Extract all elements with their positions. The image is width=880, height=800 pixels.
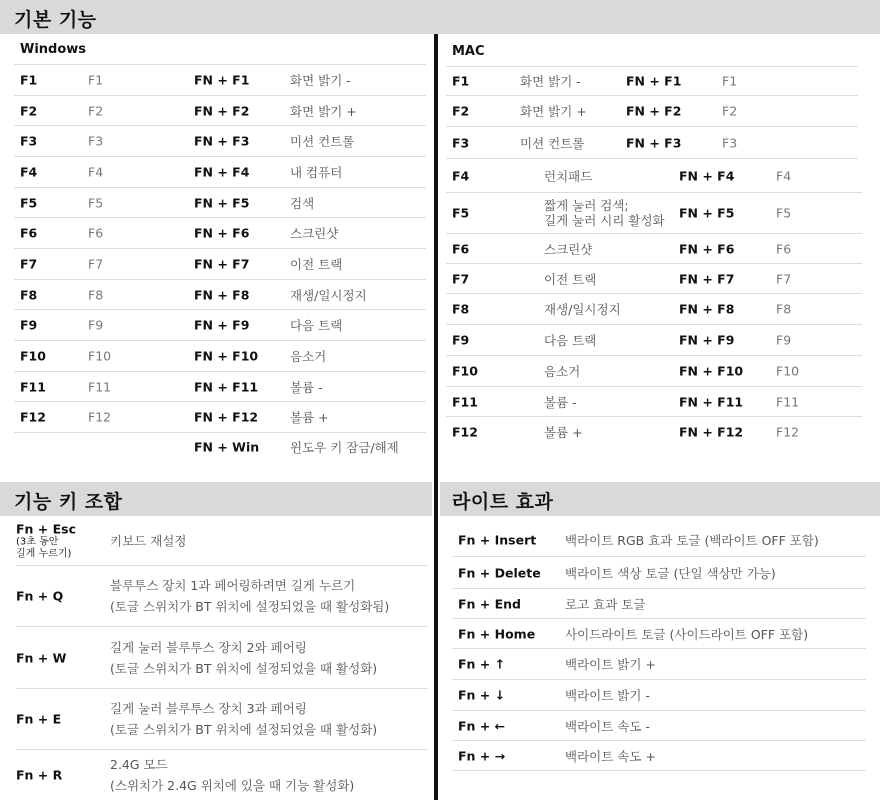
fn-key-label: FN + F6 xyxy=(679,241,735,256)
fn-key-label: FN + F4 xyxy=(194,164,250,180)
table-row xyxy=(446,66,858,96)
combo-description xyxy=(110,754,354,796)
key-label: F1 xyxy=(20,72,38,87)
key-value: 재생/일시정지 xyxy=(544,302,621,317)
table-row xyxy=(14,126,426,157)
combo-key-label: Fn + Esc xyxy=(16,521,77,537)
light-description: 백라이트 밝기 + xyxy=(565,657,656,672)
light-description: 사이드라이트 토글 (사이드라이트 OFF 포함) xyxy=(565,626,809,642)
key-label: F12 xyxy=(452,424,478,440)
list-item xyxy=(16,517,428,566)
table-row xyxy=(452,524,866,557)
fn-key-value: F5 xyxy=(776,205,792,221)
key-label: F4 xyxy=(20,164,38,180)
combo-key xyxy=(16,522,76,561)
table-row xyxy=(14,402,426,433)
basic-functions-header xyxy=(0,0,880,34)
key-value: 볼륨 - xyxy=(544,394,577,410)
combo-key xyxy=(16,589,63,604)
fn-key-label: FN + F8 xyxy=(194,287,250,302)
fn-key-value: 볼륨 + xyxy=(290,410,329,425)
key-value: 다음 트랙 xyxy=(544,333,597,348)
fn-key-value: 화면 밝기 - xyxy=(290,72,351,88)
fn-key-value: F11 xyxy=(776,394,800,409)
table-row xyxy=(446,294,862,325)
fn-key-label: FN + F11 xyxy=(194,379,259,394)
key-label: F3 xyxy=(452,135,470,150)
light-key: Fn + → xyxy=(458,748,506,763)
fn-key-value: F2 xyxy=(722,103,738,119)
fn-key-label: FN + F12 xyxy=(194,409,259,425)
combo-description-line1: 길게 눌러 블루투스 장치 3과 페어링 xyxy=(110,701,307,716)
light-key: Fn + End xyxy=(458,596,522,611)
list-item xyxy=(16,689,428,750)
combo-description-line1: 2.4G 모드 xyxy=(110,757,168,772)
key-label: F8 xyxy=(452,301,470,317)
table-row xyxy=(452,680,866,711)
fn-key-label: FN + F10 xyxy=(679,363,744,379)
combo-key xyxy=(16,768,62,783)
key-label: F2 xyxy=(20,103,38,118)
table-row xyxy=(446,127,858,159)
light-key: Fn + Insert xyxy=(458,532,537,548)
light-title: 라이트 효과 xyxy=(452,491,554,513)
fn-key-value: 다음 트랙 xyxy=(290,318,343,333)
key-value: F12 xyxy=(88,409,112,425)
fn-key-value: F7 xyxy=(776,271,792,286)
key-value: F8 xyxy=(88,287,104,302)
key-value: F9 xyxy=(88,317,104,333)
key-value: F6 xyxy=(88,225,104,241)
key-value: F7 xyxy=(88,256,104,272)
key-label: F6 xyxy=(20,225,38,241)
fn-key-value: F4 xyxy=(776,168,792,183)
fn-key-label: FN + F1 xyxy=(194,72,250,87)
fn-key-label: FN + F5 xyxy=(194,195,250,210)
fn-key-value: 스크린샷 xyxy=(290,226,339,241)
light-key: Fn + ↑ xyxy=(458,656,506,672)
fn-key-value: 검색 xyxy=(290,195,315,211)
combo-key-note: (3초 동안 xyxy=(16,536,59,548)
fn-key-value: 음소거 xyxy=(290,349,327,364)
table-row xyxy=(446,325,862,356)
combo-description-line1: 길게 눌러 블루투스 장치 2와 페어링 xyxy=(110,639,307,655)
key-value: 볼륨 + xyxy=(544,425,583,440)
combo-description-line2: (스위치가 2.4G 위치에 있을 때 기능 활성화) xyxy=(110,778,355,793)
table-row xyxy=(14,341,426,372)
fn-key-label: FN + F7 xyxy=(679,271,735,286)
fn-key-value: F1 xyxy=(722,73,738,88)
combo-key-label: Fn + E xyxy=(16,711,62,727)
fn-key-label: FN + F10 xyxy=(194,348,259,364)
fn-key-value: F10 xyxy=(776,363,800,379)
key-label: F10 xyxy=(452,363,478,379)
light-description: 백라이트 속도 + xyxy=(565,748,656,764)
table-row xyxy=(14,64,426,96)
key-label: F7 xyxy=(20,256,38,272)
key-label: F3 xyxy=(20,133,38,149)
combo-description-line2: (토글 스위치가 BT 위치에 설정되었을 때 활성화됨) xyxy=(110,599,390,614)
table-row xyxy=(446,159,862,193)
key-value: F10 xyxy=(88,348,112,364)
combo-key-label: Fn + W xyxy=(16,650,67,665)
key-value: 미션 컨트롤 xyxy=(520,135,585,151)
fn-key-value: 볼륨 - xyxy=(290,379,323,395)
light-description: 백라이트 RGB 효과 토글 (백라이트 OFF 포함) xyxy=(565,533,819,548)
fn-key-label: FN + F12 xyxy=(679,424,744,440)
table-row xyxy=(14,310,426,341)
key-value: 화면 밝기 + xyxy=(520,104,587,119)
key-value: F11 xyxy=(88,379,112,394)
table-row xyxy=(452,741,866,771)
fn-key-label: FN + F9 xyxy=(679,332,735,348)
combo-key xyxy=(16,650,66,665)
fn-key-value: 미션 컨트롤 xyxy=(290,134,355,149)
table-row xyxy=(446,264,862,294)
combo-key xyxy=(16,712,61,727)
key-label: F9 xyxy=(452,332,470,348)
table-row xyxy=(14,280,426,310)
table-row xyxy=(446,417,862,447)
combo-description xyxy=(110,637,377,679)
table-row xyxy=(14,157,426,188)
fn-key-value: F8 xyxy=(776,301,792,317)
key-value: 화면 밝기 - xyxy=(520,73,581,89)
mac-label: MAC xyxy=(452,44,485,59)
combo-header xyxy=(0,482,432,516)
fn-key-value: 윈도우 키 잠금/해제 xyxy=(290,440,399,455)
combo-key-note: 길게 누르기) xyxy=(16,548,72,560)
table-row xyxy=(14,433,426,461)
key-value: F5 xyxy=(88,195,104,210)
light-key: Fn + Home xyxy=(458,626,536,641)
table-row xyxy=(14,188,426,218)
key-value-line2: 길게 눌러 시리 활성화 xyxy=(544,213,665,228)
combo-description xyxy=(110,575,389,617)
key-label: F8 xyxy=(20,287,38,302)
fn-key-label: FN + F2 xyxy=(194,103,250,118)
light-key: Fn + ← xyxy=(458,718,506,733)
key-label: F9 xyxy=(20,317,38,333)
table-row xyxy=(446,356,862,387)
table-row xyxy=(14,249,426,280)
table-row xyxy=(14,96,426,126)
fn-key-label: FN + F11 xyxy=(679,394,744,409)
fn-key-label: FN + F7 xyxy=(194,256,250,272)
key-label: F2 xyxy=(452,103,470,119)
table-row xyxy=(14,218,426,249)
key-label: F10 xyxy=(20,348,46,364)
combo-description-line1: 블루투스 장치 1과 페어링하려면 길게 누르기 xyxy=(110,578,356,593)
fn-key-value: 화면 밝기 + xyxy=(290,103,357,119)
fn-key-label: FN + F4 xyxy=(679,168,735,183)
fn-key-value: F12 xyxy=(776,424,800,440)
combo-key-label: Fn + Q xyxy=(16,588,64,604)
key-value-line1: 짧게 눌러 검색; xyxy=(544,198,629,213)
table-row xyxy=(452,589,866,619)
key-label: F5 xyxy=(452,205,470,221)
key-value: 런치패드 xyxy=(544,168,593,184)
fn-key-value: 이전 트랙 xyxy=(290,257,343,272)
combo-description-line2: (토글 스위치가 BT 위치에 설정되었을 때 활성화) xyxy=(110,660,378,676)
combo-key-label: Fn + R xyxy=(16,767,63,783)
fn-key-value: 재생/일시정지 xyxy=(290,287,367,303)
fn-key-label: FN + Win xyxy=(194,439,260,455)
key-label: F5 xyxy=(20,195,38,210)
list-item xyxy=(16,627,428,689)
table-row xyxy=(446,193,862,234)
key-value: 이전 트랙 xyxy=(544,271,597,287)
table-row xyxy=(14,372,426,402)
fn-key-label: FN + F1 xyxy=(626,73,682,88)
table-row xyxy=(446,96,858,127)
key-label: F1 xyxy=(452,73,470,88)
fn-key-label: FN + F6 xyxy=(194,225,250,241)
light-description: 백라이트 밝기 - xyxy=(565,688,650,703)
fn-key-label: FN + F3 xyxy=(626,135,682,150)
fn-key-value: F6 xyxy=(776,241,792,256)
key-label: F6 xyxy=(452,241,470,256)
light-key: Fn + ↓ xyxy=(458,687,506,703)
fn-key-label: FN + F9 xyxy=(194,317,250,333)
light-key: Fn + Delete xyxy=(458,565,541,580)
key-value: F3 xyxy=(88,133,104,149)
key-value: 스크린샷 xyxy=(544,241,593,257)
key-label: F11 xyxy=(20,379,46,394)
key-value: F1 xyxy=(88,72,104,87)
combo-description xyxy=(110,531,186,552)
key-label: F11 xyxy=(452,394,478,409)
light-description: 로고 효과 토글 xyxy=(565,596,646,612)
fn-key-label: FN + F5 xyxy=(679,205,735,221)
section-divider xyxy=(434,34,438,800)
basic-functions-title: 기본 기능 xyxy=(14,9,97,31)
table-row xyxy=(452,557,866,589)
table-row xyxy=(446,387,862,417)
key-value xyxy=(544,198,665,228)
light-header xyxy=(440,482,880,516)
key-value: F4 xyxy=(88,164,104,180)
table-row xyxy=(452,619,866,649)
table-row xyxy=(452,711,866,741)
combo-description xyxy=(110,698,377,740)
fn-key-value: F9 xyxy=(776,332,792,348)
key-label: F4 xyxy=(452,168,470,183)
combo-description-line1: 키보드 재설정 xyxy=(110,533,187,549)
list-item xyxy=(16,750,428,800)
key-value: 음소거 xyxy=(544,364,581,379)
combo-title: 기능 키 조합 xyxy=(14,491,123,513)
table-row xyxy=(452,649,866,680)
list-item xyxy=(16,566,428,627)
fn-key-value: 내 컴퓨터 xyxy=(290,165,343,180)
light-description: 백라이트 속도 - xyxy=(565,718,650,734)
key-label: F12 xyxy=(20,409,46,425)
fn-key-label: FN + F8 xyxy=(679,301,735,317)
windows-label: Windows xyxy=(20,42,87,57)
table-row xyxy=(446,234,862,264)
fn-key-label: FN + F3 xyxy=(194,133,250,149)
combo-description-line2: (토글 스위치가 BT 위치에 설정되었을 때 활성화) xyxy=(110,722,378,737)
fn-key-label: FN + F2 xyxy=(626,103,682,119)
fn-key-value: F3 xyxy=(722,135,738,150)
key-value: F2 xyxy=(88,103,104,118)
key-label: F7 xyxy=(452,271,470,286)
light-description: 백라이트 색상 토글 (단일 색상만 가능) xyxy=(565,565,776,581)
